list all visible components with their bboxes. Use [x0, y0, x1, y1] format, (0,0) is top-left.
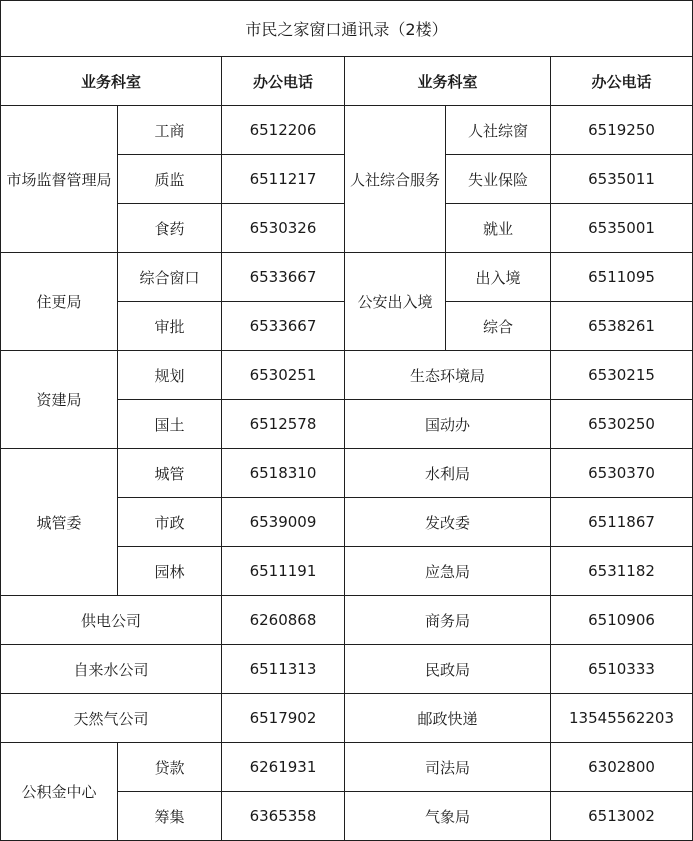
dept-phone: 6512206 [222, 106, 345, 155]
group-police-immigration: 公安出入境 [345, 253, 446, 351]
dept-name: 气象局 [345, 792, 551, 841]
dept-name: 发改委 [345, 498, 551, 547]
table-row [1, 106, 693, 155]
group-housing-fund: 公积金中心 [1, 743, 118, 841]
dept-phone: 6260868 [222, 596, 345, 645]
header-dept-right: 业务科室 [345, 57, 551, 106]
dept-name: 邮政快递 [345, 694, 551, 743]
dept-phone: 6530215 [551, 351, 693, 400]
header-phone-right: 办公电话 [551, 57, 693, 106]
group-resources: 资建局 [1, 351, 118, 449]
table-row [1, 596, 693, 645]
dept-name: 就业 [446, 204, 551, 253]
dept-phone: 6511191 [222, 547, 345, 596]
dept-name: 商务局 [345, 596, 551, 645]
dept-name: 民政局 [345, 645, 551, 694]
dept-phone: 6533667 [222, 302, 345, 351]
table-row [1, 253, 693, 302]
dept-name: 水利局 [345, 449, 551, 498]
dept-phone: 6511095 [551, 253, 693, 302]
dept-phone: 6533667 [222, 253, 345, 302]
table-row [1, 645, 693, 694]
group-social-services: 人社综合服务 [345, 106, 446, 253]
dept-name: 国土 [118, 400, 222, 449]
title-row [1, 1, 693, 57]
dept-name: 人社综窗 [446, 106, 551, 155]
dept-phone: 6365358 [222, 792, 345, 841]
dept-phone: 6512578 [222, 400, 345, 449]
dept-phone: 6531182 [551, 547, 693, 596]
dept-name: 自来水公司 [1, 645, 222, 694]
dept-phone: 6517902 [222, 694, 345, 743]
group-housing: 住更局 [1, 253, 118, 351]
dept-name: 质监 [118, 155, 222, 204]
header-dept-left: 业务科室 [1, 57, 222, 106]
dept-name: 生态环境局 [345, 351, 551, 400]
dept-phone: 6530370 [551, 449, 693, 498]
dept-phone: 6510333 [551, 645, 693, 694]
dept-phone: 6518310 [222, 449, 345, 498]
dept-phone: 6302800 [551, 743, 693, 792]
page-title: 市民之家窗口通讯录（2楼） [1, 1, 693, 57]
header-row [1, 57, 693, 106]
dept-phone: 6530250 [551, 400, 693, 449]
dept-phone: 6530326 [222, 204, 345, 253]
table-row [1, 351, 693, 400]
dept-name: 失业保险 [446, 155, 551, 204]
table-row [1, 449, 693, 498]
dept-name: 国动办 [345, 400, 551, 449]
dept-name: 规划 [118, 351, 222, 400]
dept-name: 综合窗口 [118, 253, 222, 302]
dept-phone: 6261931 [222, 743, 345, 792]
dept-phone: 6513002 [551, 792, 693, 841]
header-phone-left: 办公电话 [222, 57, 345, 106]
dept-phone: 13545562203 [551, 694, 693, 743]
dept-name: 应急局 [345, 547, 551, 596]
table-row [1, 694, 693, 743]
dept-phone: 6511313 [222, 645, 345, 694]
dept-phone: 6535011 [551, 155, 693, 204]
table-row [1, 743, 693, 792]
dept-phone: 6519250 [551, 106, 693, 155]
dept-phone: 6539009 [222, 498, 345, 547]
dept-phone: 6538261 [551, 302, 693, 351]
dept-name: 工商 [118, 106, 222, 155]
dept-name: 市政 [118, 498, 222, 547]
dept-name: 天然气公司 [1, 694, 222, 743]
dept-name: 园林 [118, 547, 222, 596]
dept-phone: 6530251 [222, 351, 345, 400]
dept-name: 食药 [118, 204, 222, 253]
dept-phone: 6511867 [551, 498, 693, 547]
dept-name: 综合 [446, 302, 551, 351]
dept-name: 筹集 [118, 792, 222, 841]
dept-name: 出入境 [446, 253, 551, 302]
group-urban-management: 城管委 [1, 449, 118, 596]
dept-name: 贷款 [118, 743, 222, 792]
group-market-supervision: 市场监督管理局 [1, 106, 118, 253]
dept-phone: 6511217 [222, 155, 345, 204]
dept-phone: 6535001 [551, 204, 693, 253]
dept-name: 司法局 [345, 743, 551, 792]
dept-phone: 6510906 [551, 596, 693, 645]
dept-name: 城管 [118, 449, 222, 498]
dept-name: 审批 [118, 302, 222, 351]
dept-name: 供电公司 [1, 596, 222, 645]
